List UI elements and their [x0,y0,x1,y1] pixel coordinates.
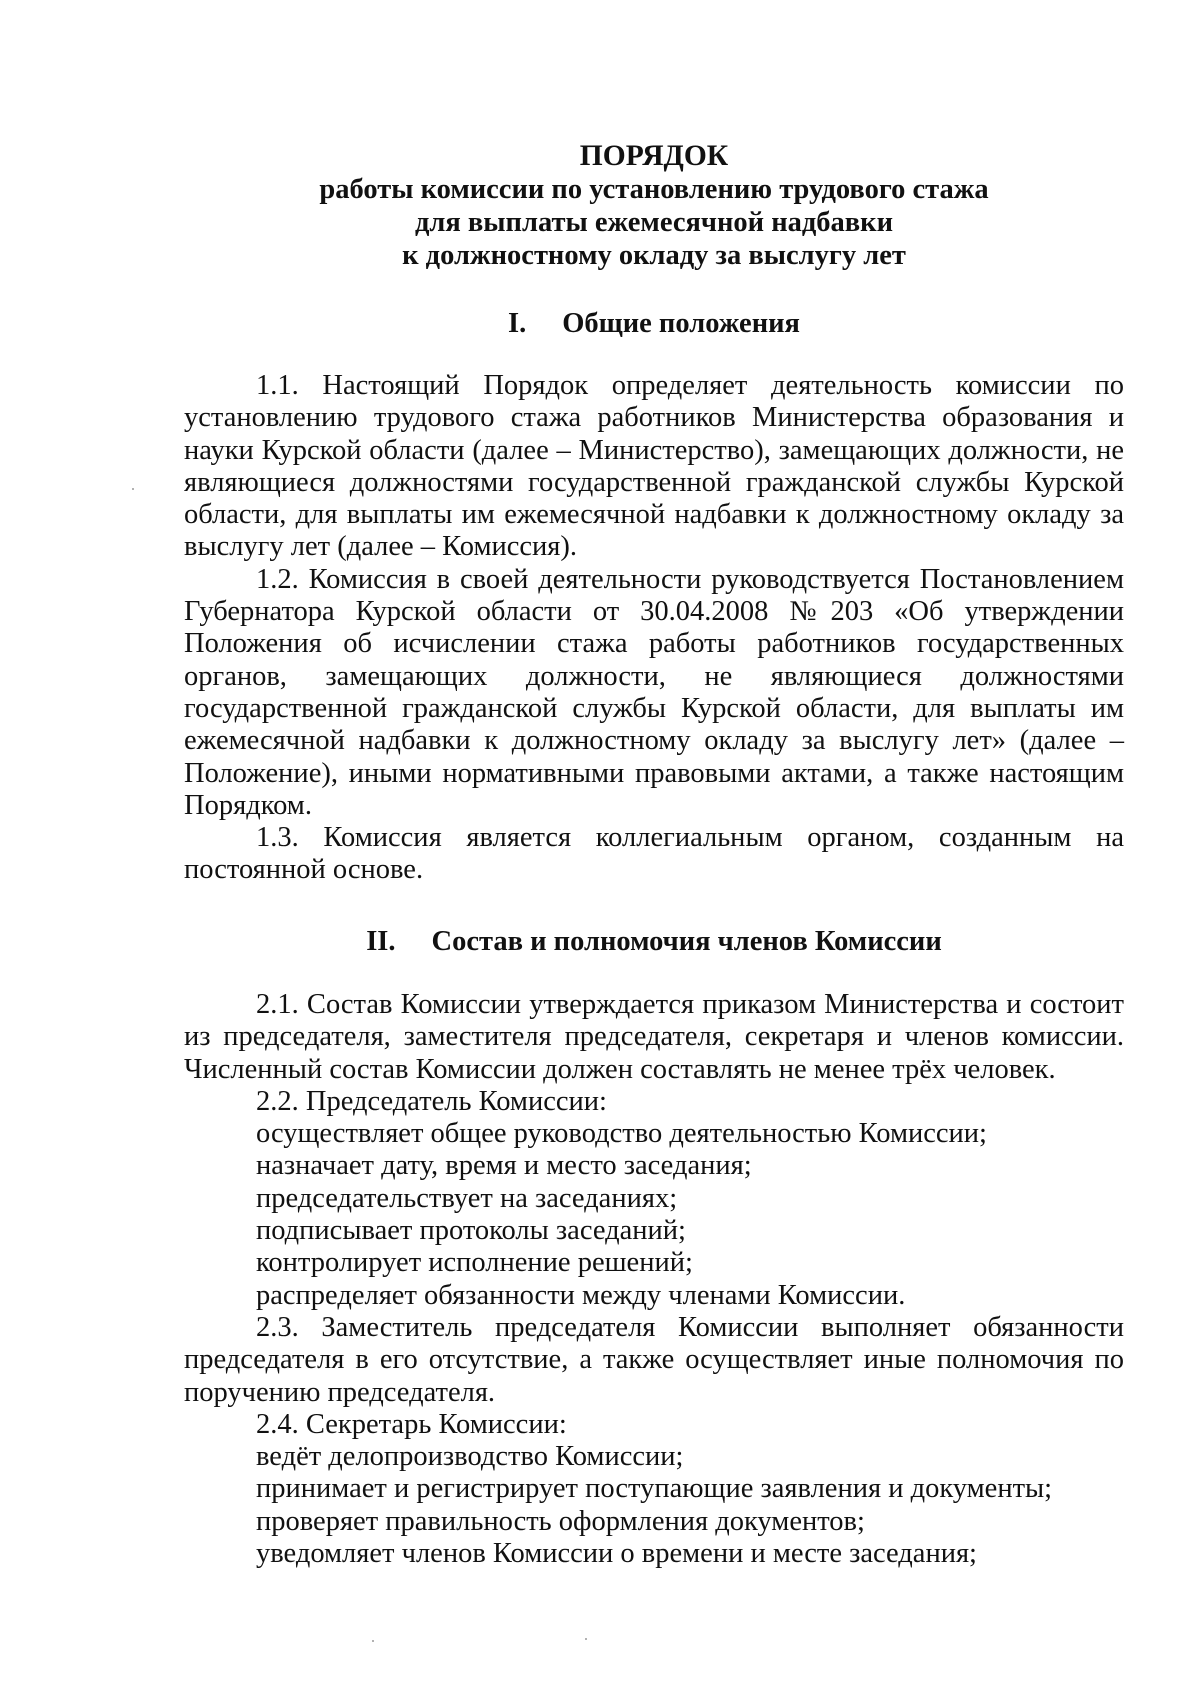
list-item: проверяет правильность оформления документов; [256,1505,865,1537]
paragraph-1-2: 1.2. Комиссия в своей деятельности руководствуется Постановлением Губернатора Курской области от 30.04.2008 №203 «Об утверждении Положения об исчислении стажа работы работников государственных органов, замещающих должности, не являющиеся должностями государственной гражданской службы Курской области, для выплаты им ежемесячной надбавки к должностному окладу за выслугу лет» (далее – Положение), иными нормативными правовыми актами, а также настоящим Порядком. [184,563,1124,821]
document-page [184,0,1124,1695]
list-item: подписывает протоколы заседаний; [256,1215,686,1247]
section-2-number: II. [366,926,396,957]
document-subtitle-line-3: к должностному окладу за выслугу лет [402,240,906,271]
document-subtitle-line-2: для выплаты ежемесячной надбавки [414,207,894,238]
list-item: контролирует исполнение решений; [256,1247,693,1279]
scan-speck [132,488,134,490]
list-item: принимает и регистрирует поступающие заявления и документы; [256,1473,1053,1505]
section-1-heading [184,308,1124,340]
scan-speck [585,1638,587,1640]
paragraph-2-1: 2.1. Состав Комиссии утверждается приказом Министерства и состоит из председателя, заместителя председателя, секретаря и членов комиссии. Численный состав Комиссии должен составлять не менее трёх человек. [184,989,1124,1085]
list-item: ведёт делопроизводство Комиссии; [256,1441,684,1473]
list-item: уведомляет членов Комиссии о времени и месте заседания; [256,1538,977,1570]
paragraph-2-3: 2.3. Заместитель председателя Комиссии выполняет обязанности председателя в его отсутствие, а также осуществляет иные полномочия по поручению председателя. [184,1311,1124,1408]
list-item: осуществляет общее руководство деятельностью Комиссии; [256,1118,987,1150]
scan-speck [372,1640,374,1642]
document-title-block [184,140,1124,272]
paragraph-2-2: 2.2. Председатель Комиссии: [256,1085,607,1117]
section-2-title: Состав и полномочия членов Комиссии [431,926,942,957]
paragraph-2-4: 2.4. Секретарь Комиссии: [256,1408,567,1440]
document-title: ПОРЯДОК [579,140,729,172]
section-1-title: Общие положения [562,308,800,339]
paragraph-1-1: 1.1. Настоящий Порядок определяет деятельность комиссии по установлению трудового стажа работников Министерства образования и науки Курской области (далее – Министерство), замещающих должности, не являющиеся должностями государственной гражданской службы Курской области, для выплаты им ежемесячной надбавки к должностному окладу за выслугу лет (далее – Комиссия). [184,370,1124,563]
list-item: председательствует на заседаниях; [256,1182,678,1214]
paragraph-1-3: 1.3. Комиссия является коллегиальным органом, созданным на постоянной основе. [184,822,1124,886]
document-subtitle-line-1: работы комиссии по установлению трудового стажа [319,174,989,205]
section-1-number: I. [508,308,527,339]
section-2-body [184,989,1124,1570]
section-1-body [184,370,1124,887]
list-item: распределяет обязанности между членами Комиссии. [256,1279,906,1311]
section-2-heading [184,926,1124,958]
list-item: назначает дату, время и место заседания; [256,1150,752,1182]
